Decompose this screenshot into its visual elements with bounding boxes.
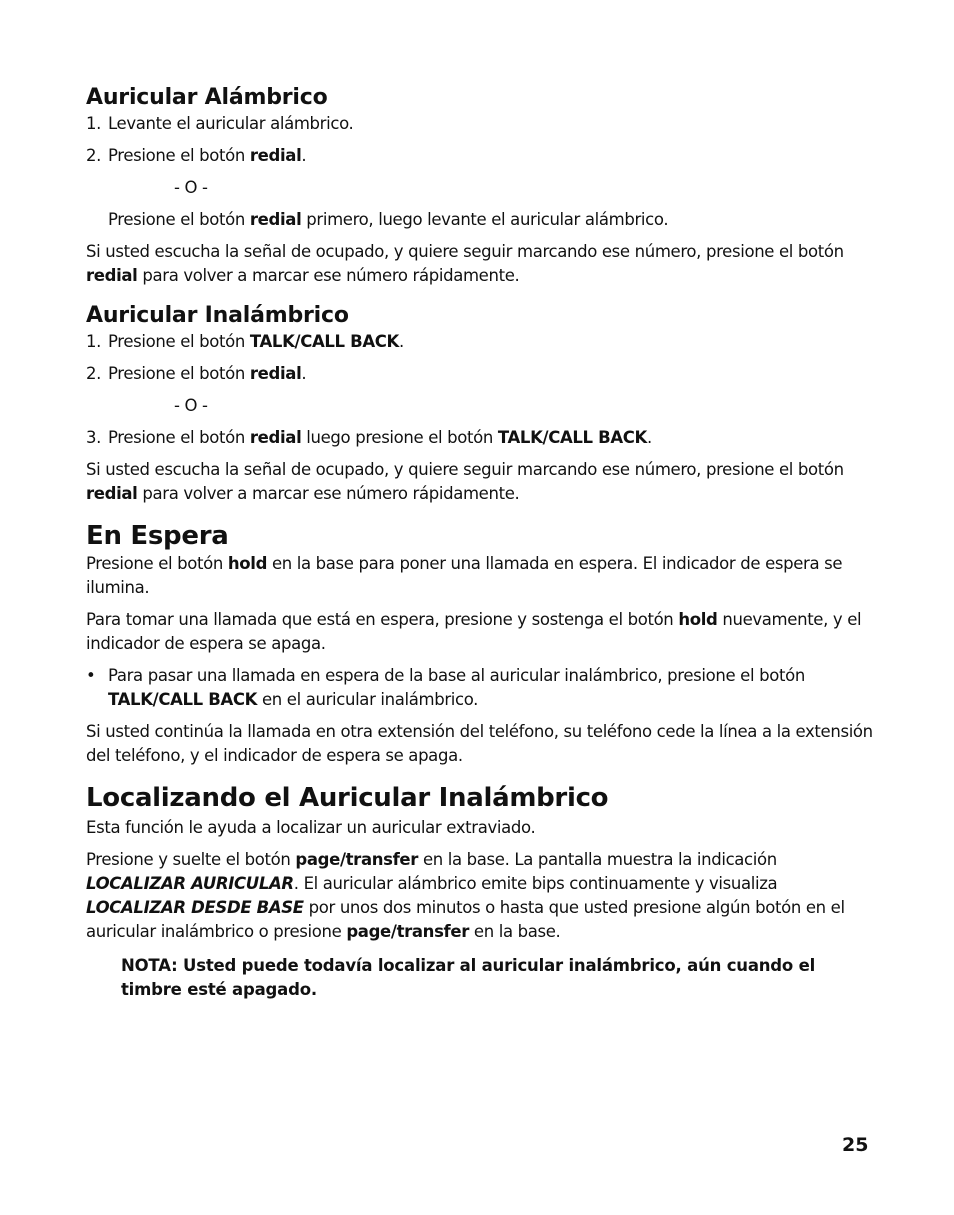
bullet-text: [108, 664, 805, 712]
bullet-item: [86, 664, 876, 712]
heading-auricular-inalambrico: Auricular Inalámbrico: [86, 303, 349, 328]
bold-term: redial: [86, 266, 138, 285]
page-number: 25: [842, 1134, 869, 1156]
text: Presione el botón: [108, 428, 250, 447]
bold-term: redial: [249, 428, 302, 447]
text: para volver a marcar ese número rápidamente.: [137, 266, 520, 285]
list-item: [86, 112, 876, 136]
heading-auricular-alambrico: Auricular Alámbrico: [86, 85, 328, 110]
text: en la base.: [469, 922, 561, 941]
or-separator: - O -: [174, 178, 208, 197]
list-text: Levante el auricular alámbrico.: [108, 114, 354, 133]
list-text: [108, 426, 876, 450]
list-item: [86, 426, 876, 450]
bold-term: hold: [678, 610, 718, 629]
list-number: 1.: [86, 332, 102, 351]
alt-instruction: [86, 208, 876, 232]
text: luego presione el botón: [301, 428, 498, 447]
heading-localizando: Localizando el Auricular Inalámbrico: [86, 783, 609, 813]
bold-term: TALK/CALL BACK: [249, 332, 399, 351]
paragraph: [86, 848, 876, 944]
note: NOTA: Usted puede todavía localizar al auricular inalámbrico, aún cuando el timbre esté apagado.: [121, 956, 816, 999]
text: nuevamente, y el indicador de espera se apaga.: [86, 610, 862, 653]
text: Presione el botón: [108, 332, 250, 351]
list-text: [108, 362, 876, 386]
text: Presione el botón: [108, 146, 250, 165]
bold-term: hold: [227, 554, 268, 573]
text: .: [646, 428, 652, 447]
bold-term: redial: [249, 210, 302, 229]
text: Presione el botón: [108, 210, 250, 229]
list-text: [108, 330, 876, 354]
paragraph: Si usted continúa la llamada en otra extensión del teléfono, su teléfono cede la línea a la extensión del teléfono, y el indicador de espera se apaga.: [86, 722, 873, 765]
text: por unos dos minutos o hasta que usted presione algún botón en el auricular inalámbrico o presione: [86, 898, 845, 941]
bold-term: redial: [86, 484, 138, 503]
list-item: [86, 144, 876, 168]
bold-term: page/transfer: [295, 850, 419, 869]
text: .: [301, 146, 307, 165]
display-indication: LOCALIZAR AURICULAR: [86, 874, 294, 893]
paragraph: Esta función le ayuda a localizar un auricular extraviado.: [86, 818, 536, 837]
text: Presione el botón: [86, 554, 228, 573]
bold-term: TALK/CALL BACK: [108, 690, 258, 709]
text: para volver a marcar ese número rápidamente.: [137, 484, 520, 503]
list-number: 2.: [86, 364, 102, 383]
text: Si usted escucha la señal de ocupado, y quiere seguir marcando ese número, presione el botón: [86, 242, 844, 261]
page-content: [86, 84, 876, 1002]
text: .: [398, 332, 404, 351]
busy-paragraph: [86, 458, 876, 506]
list-item: [86, 330, 876, 354]
paragraph: [86, 608, 876, 656]
bold-term: page/transfer: [346, 922, 470, 941]
heading-en-espera: En Espera: [86, 521, 229, 551]
text: Para pasar una llamada en espera de la base al auricular inalámbrico, presione el botón: [108, 666, 805, 685]
text: Presione y suelte el botón: [86, 850, 296, 869]
text: . El auricular alámbrico emite bips continuamente y visualiza: [293, 874, 778, 893]
text: Si usted escucha la señal de ocupado, y quiere seguir marcando ese número, presione el botón: [86, 460, 844, 479]
text: Presione el botón: [108, 364, 250, 383]
or-separator: - O -: [174, 396, 208, 415]
list-item: [86, 362, 876, 386]
busy-paragraph: [86, 240, 876, 288]
bullet-icon: •: [86, 666, 96, 685]
bold-term: TALK/CALL BACK: [497, 428, 647, 447]
bold-term: redial: [249, 146, 302, 165]
paragraph: [86, 552, 876, 600]
list-number: 2.: [86, 146, 102, 165]
bold-term: redial: [249, 364, 302, 383]
text: en la base. La pantalla muestra la indicación: [418, 850, 777, 869]
text: primero, luego levante el auricular alámbrico.: [301, 210, 669, 229]
text: en la base para poner una llamada en espera. El indicador de espera se ilumina.: [86, 554, 843, 597]
list-number: 1.: [86, 114, 102, 133]
text: en el auricular inalámbrico.: [257, 690, 479, 709]
list-text: [108, 144, 876, 168]
text: .: [301, 364, 307, 383]
display-indication: LOCALIZAR DESDE BASE: [86, 898, 304, 917]
list-number: 3.: [86, 428, 102, 447]
text: Para tomar una llamada que está en espera, presione y sostenga el botón: [86, 610, 679, 629]
